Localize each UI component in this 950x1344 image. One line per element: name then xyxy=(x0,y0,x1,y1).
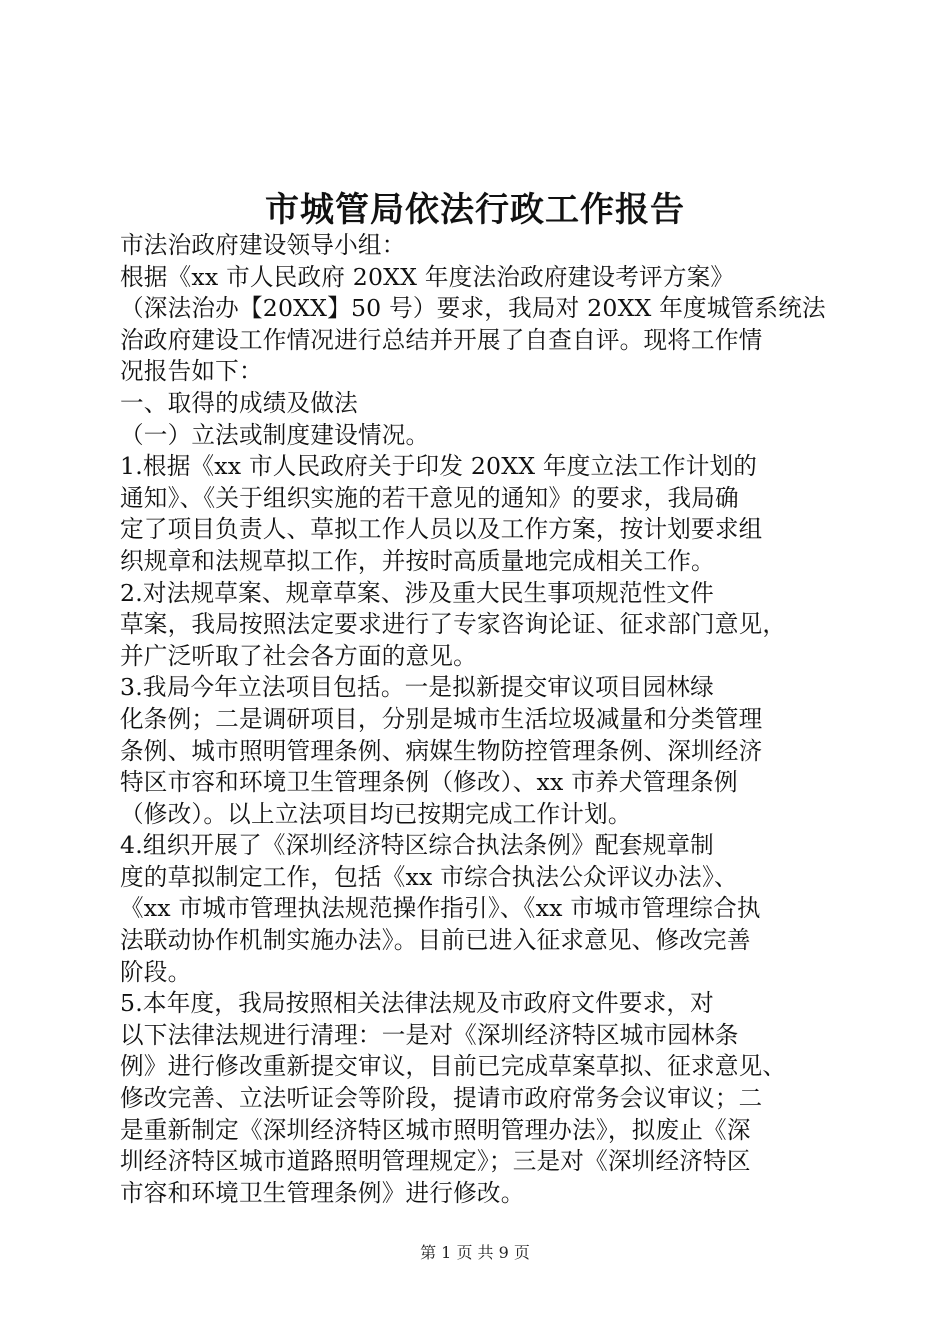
body-line: （深法治办【20XX】50 号）要求，我局对 20XX 年度城管系统法 xyxy=(120,294,826,323)
body-line: 5.本年度，我局按照相关法律法规及市政府文件要求，对 xyxy=(120,989,714,1018)
body-line: 1.根据《xx 市人民政府关于印发 20XX 年度立法工作计划的 xyxy=(120,452,758,481)
body-line: 织规章和法规草拟工作，并按时高质量地完成相关工作。 xyxy=(120,546,715,575)
document-title: 市城管局依法行政工作报告 xyxy=(265,190,685,230)
body-line: 圳经济特区城市道路照明管理规定》；三是对《深圳经济特区 xyxy=(120,1147,751,1176)
body-line: 以下法律法规进行清理：一是对《深圳经济特区城市园林条 xyxy=(120,1020,739,1049)
body-line: 修改完善、立法听证会等阶段，提请市政府常务会议审议；二 xyxy=(120,1084,763,1113)
document-body xyxy=(120,230,840,1209)
body-line: 市法治政府建设领导小组： xyxy=(120,231,406,259)
body-line: 例》进行修改重新提交审议，目前已完成草案草拟、征求意见、 xyxy=(120,1052,787,1081)
body-line: 4.组织开展了《深圳经济特区综合执法条例》配套规章制 xyxy=(120,831,714,860)
body-line: 2.对法规草案、规章草案、涉及重大民生事项规范性文件 xyxy=(120,578,714,607)
body-line: 市容和环境卫生管理条例》进行修改。 xyxy=(120,1178,525,1207)
body-line: 阶段。 xyxy=(120,957,192,986)
body-line: 化条例；二是调研项目，分别是城市生活垃圾减量和分类管理 xyxy=(120,704,763,733)
subsection-heading: （一）立法或制度建设情况。 xyxy=(120,420,430,449)
body-line: 定了项目负责人、草拟工作人员以及工作方案，按计划要求组 xyxy=(120,515,763,544)
body-line: 并广泛听取了社会各方面的意见。 xyxy=(120,641,477,670)
body-line: （修改）。以上立法项目均已按期完成工作计划。 xyxy=(120,799,632,828)
body-line: 是重新制定《深圳经济特区城市照明管理办法》，拟废止《深 xyxy=(120,1115,751,1144)
body-line: 《xx 市城市管理执法规范操作指引》、《xx 市城市管理综合执 xyxy=(120,894,761,923)
body-line: 治政府建设工作情况进行总结并开展了自查自评。现将工作情 xyxy=(120,325,763,354)
body-line: 法联动协作机制实施办法》。目前已进入征求意见、修改完善 xyxy=(120,926,751,955)
body-line: 度的草拟制定工作，包括《xx 市综合执法公众评议办法》、 xyxy=(120,862,738,891)
body-line: 通知》、《关于组织实施的若干意见的通知》的要求，我局确 xyxy=(120,483,739,512)
body-line: 3.我局今年立法项目包括。一是拟新提交审议项目园林绿 xyxy=(120,673,714,702)
body-line: 况报告如下： xyxy=(120,357,263,386)
body-line: 根据《xx 市人民政府 20XX 年度法治政府建设考评方案》 xyxy=(120,262,735,291)
page-number-footer: 第 1 页 共 9 页 xyxy=(420,1243,530,1262)
body-line: 条例、城市照明管理条例、病媒生物防控管理条例、深圳经济 xyxy=(120,736,763,765)
body-line: 特区市容和环境卫生管理条例（修改）、xx 市养犬管理条例 xyxy=(120,768,738,797)
section-heading: 一、取得的成绩及做法 xyxy=(120,388,358,417)
body-line: 草案，我局按照法定要求进行了专家咨询论证、征求部门意见， xyxy=(120,610,787,639)
